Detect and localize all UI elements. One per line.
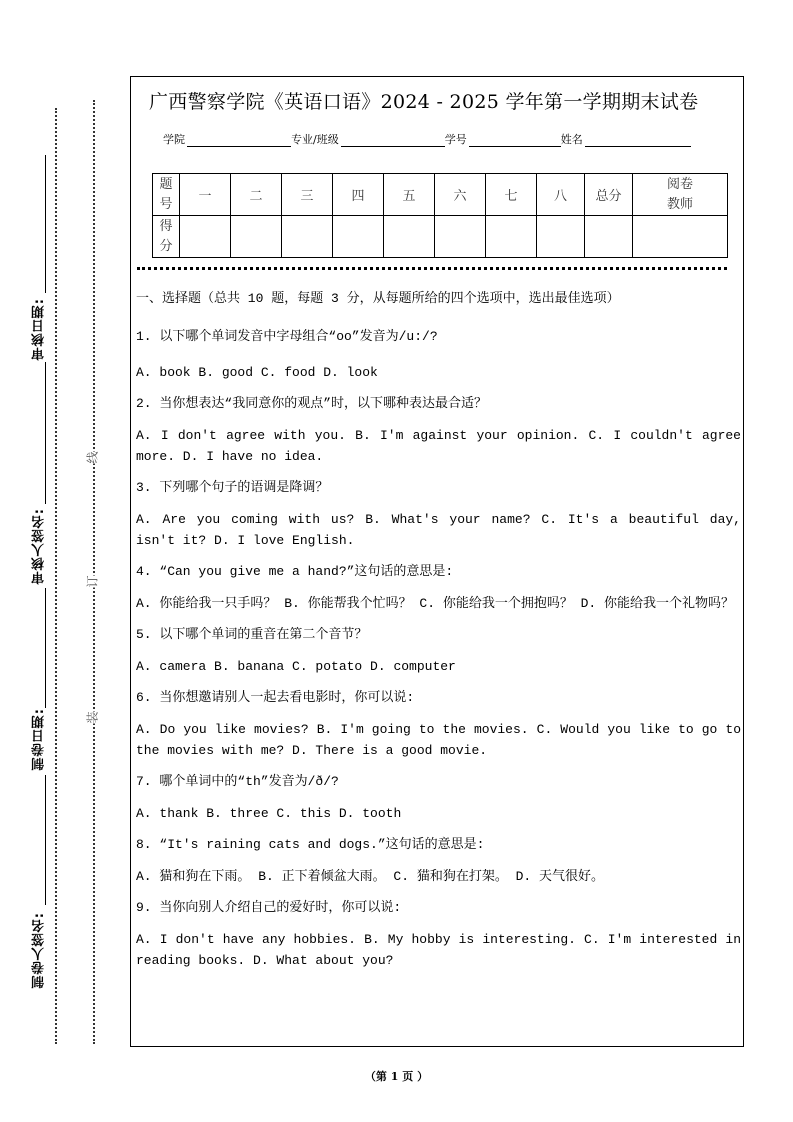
- question-9-stem: 9. 当你向别人介绍自己的爱好时，你可以说:: [136, 900, 402, 915]
- col-header-3: 三: [282, 174, 333, 216]
- col-header-4: 四: [333, 174, 384, 216]
- exam-frame: [130, 76, 744, 1047]
- review-date-line: [45, 155, 46, 293]
- question-8-options: A. 猫和狗在下雨。 B. 正下着倾盆大雨。 C. 猫和狗在打架。 D. 天气很好。: [136, 869, 605, 884]
- question-1-options: A. book B. good C. food D. look: [136, 365, 378, 380]
- question-8-stem: 8. “It's raining cats and dogs.”这句话的意思是:: [136, 837, 485, 852]
- binding-dotted-line-outer: [55, 108, 57, 1044]
- preparer-signature-line: [45, 775, 46, 905]
- exam-title: 广西警察学院《英语口语》2024 - 2025 学年第一学期期末试卷: [149, 91, 699, 113]
- col-header-grader: 阅卷 教师: [633, 174, 728, 216]
- question-5-options: A. camera B. banana C. potato D. computer: [136, 659, 456, 674]
- score-table-score-row: [153, 216, 728, 258]
- score-cell-3[interactable]: [282, 216, 333, 258]
- col-header-8: 八: [537, 174, 585, 216]
- col-header-1: 一: [180, 174, 231, 216]
- score-cell-5[interactable]: [384, 216, 435, 258]
- question-1-stem: 1. 以下哪个单词发音中字母组合“oo”发音为/u:/?: [136, 329, 438, 344]
- binding-char-bind: 订: [83, 575, 102, 587]
- col-header-total: 总分: [585, 174, 633, 216]
- question-4-options: A. 你能给我一只手吗？ B. 你能帮我个忙吗？ C. 你能给我一个拥抱吗？ D. 你能给我一个礼物吗？: [136, 596, 735, 611]
- question-2-stem: 2. 当你想表达“我同意你的观点”时，以下哪种表达最合适？: [136, 396, 488, 411]
- prepare-date-label: 制卷日期:: [32, 708, 47, 771]
- question-2-options: A. I don't agree with you. B. I'm against your opinion. C. I couldn't agree more. D. I have no idea.: [136, 428, 741, 464]
- score-cell-total[interactable]: [585, 216, 633, 258]
- question-number-header: 题 号: [153, 174, 180, 216]
- score-table-header-row: [153, 174, 728, 216]
- score-cell-2[interactable]: [231, 216, 282, 258]
- section-separator-dotted: [137, 267, 727, 270]
- exam-content: [136, 290, 741, 983]
- score-table: [152, 173, 728, 258]
- field-college-input[interactable]: [187, 134, 291, 147]
- score-cell-8[interactable]: [537, 216, 585, 258]
- score-cell-grader[interactable]: [633, 216, 728, 258]
- question-9-options: A. I don't have any hobbies. B. My hobby is interesting. C. I'm interested in reading books. D. What about you?: [136, 932, 741, 968]
- score-cell-7[interactable]: [486, 216, 537, 258]
- question-7-stem: 7. 哪个单词中的“th”发音为/ð/?: [136, 774, 339, 789]
- binding-char-line: 线: [83, 451, 102, 463]
- col-header-2: 二: [231, 174, 282, 216]
- preparer-signature-label: 制卷人签名:: [32, 912, 47, 989]
- score-cell-6[interactable]: [435, 216, 486, 258]
- col-header-6: 六: [435, 174, 486, 216]
- student-info-row: [163, 131, 691, 147]
- field-student-id-input[interactable]: [469, 134, 561, 147]
- score-cell-1[interactable]: [180, 216, 231, 258]
- prepare-date-line: [45, 588, 46, 708]
- field-major-class-input[interactable]: [341, 134, 445, 147]
- reviewer-signature-label: 审核人签名:: [32, 508, 47, 585]
- field-name-input[interactable]: [585, 134, 691, 147]
- binding-dotted-line-inner: [93, 100, 95, 1044]
- question-6-stem: 6. 当你想邀请别人一起去看电影时，你可以说:: [136, 690, 415, 705]
- col-header-7: 七: [486, 174, 537, 216]
- field-major-class-label: 专业/班级: [291, 133, 339, 146]
- page-number: （第 1 页 ）: [364, 1070, 429, 1083]
- field-name-label: 姓名: [560, 133, 583, 146]
- section1-heading: 一、选择题（总共 10 题，每题 3 分，从每题所给的四个选项中，选出最佳选项）: [136, 291, 620, 306]
- field-college-label: 学院: [163, 133, 185, 146]
- question-3-stem: 3. 下列哪个句子的语调是降调？: [136, 480, 329, 495]
- score-header: 得 分: [153, 216, 180, 258]
- field-student-id-label: 学号: [444, 133, 467, 146]
- question-4-stem: 4. “Can you give me a hand?”这句话的意思是:: [136, 564, 454, 579]
- col-header-5: 五: [384, 174, 435, 216]
- question-5-stem: 5. 以下哪个单词的重音在第二个音节？: [136, 627, 368, 642]
- review-date-label: 审核日期:: [32, 298, 47, 361]
- reviewer-signature-line: [45, 362, 46, 504]
- binding-char-mount: 装: [83, 711, 102, 723]
- question-6-options: A. Do you like movies? B. I'm going to the movies. C. Would you like to go to the movies with me? D. There is a good movie.: [136, 722, 741, 758]
- question-7-options: A. thank B. three C. this D. tooth: [136, 806, 402, 821]
- question-3-options: A. Are you coming with us? B. What's your name? C. It's a beautiful day, isn't it? D. I love English.: [136, 512, 741, 548]
- score-cell-4[interactable]: [333, 216, 384, 258]
